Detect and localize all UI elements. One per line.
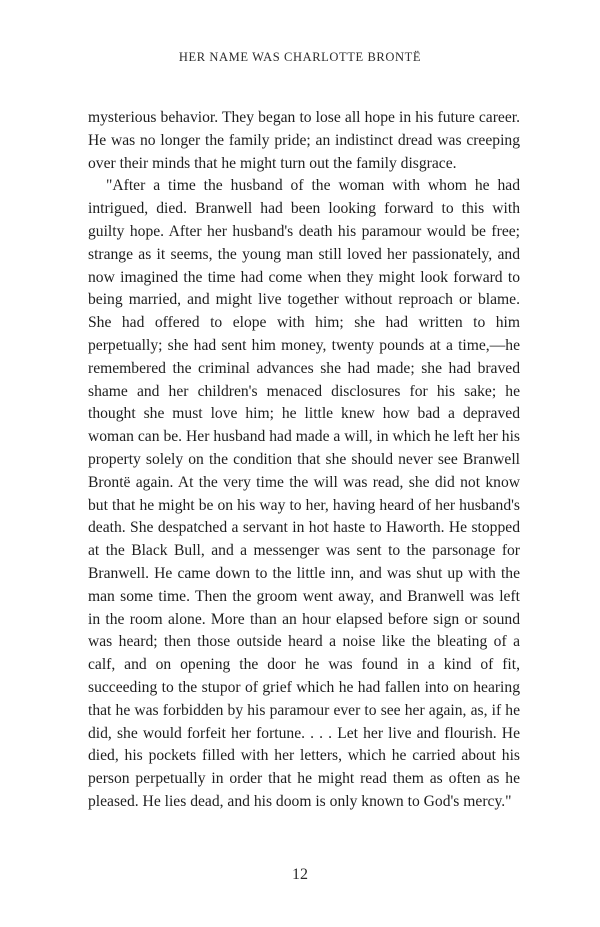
paragraph-quotation: "After a time the husband of the woman with whom he had intrigued, died. Branwell had been looking forward to this with guilty hope. After her husband's death his paramour would be free; strange as it seems, the young man still loved her passionately, and now imagined the time had come when they might look forward to being married, and might live together without reproach or blame. She had offered to elope with him; she had written to him perpetually; she had sent him money, twenty pounds at a time,—he remembered the criminal advances she had made; she had braved shame and her children's menaced disclosures for his sake; he thought she must love him; he little knew how bad a depraved woman can be. Her husband had made a will, in which he left her his property solely on the condition that she should never see Branwell Brontë again. At the very time the will was read, she did not know but that he might be on his way to her, having heard of her husband's death. She despatched a servant in hot haste to Haworth. He stopped at the Black Bull, and a messenger was sent to the parsonage for Branwell. He came down to the little inn, and was shut up with the man some time. Then the groom went away, and Branwell was left in the room alone. More than an hour elapsed before sign or sound was heard; then those outside heard a noise like the bleating of a calf, and on opening the door he was found in a kind of fit, succeeding to the stupor of grief which he had fallen into on hearing that he was forbidden by his paramour ever to see her again, as, if he did, she would forfeit her fortune. . . . Let her live and flourish. He died, his pockets filled with her letters, which he carried about his person perpetually in order that he might read them as often as he pleased. He lies dead, and his doom is only known to God's mercy." bbox=[88, 177, 520, 810]
page-body bbox=[88, 107, 520, 814]
page-number: 12 bbox=[292, 866, 308, 883]
running-header-title: HER NAME WAS CHARLOTTE BRONTË bbox=[178, 50, 422, 64]
paragraph-continuation: mysterious behavior. They began to lose all hope in his future career. He was no longer the family pride; an indistinct dread was creeping over their minds that he might turn out the family disgrace. bbox=[88, 109, 520, 172]
